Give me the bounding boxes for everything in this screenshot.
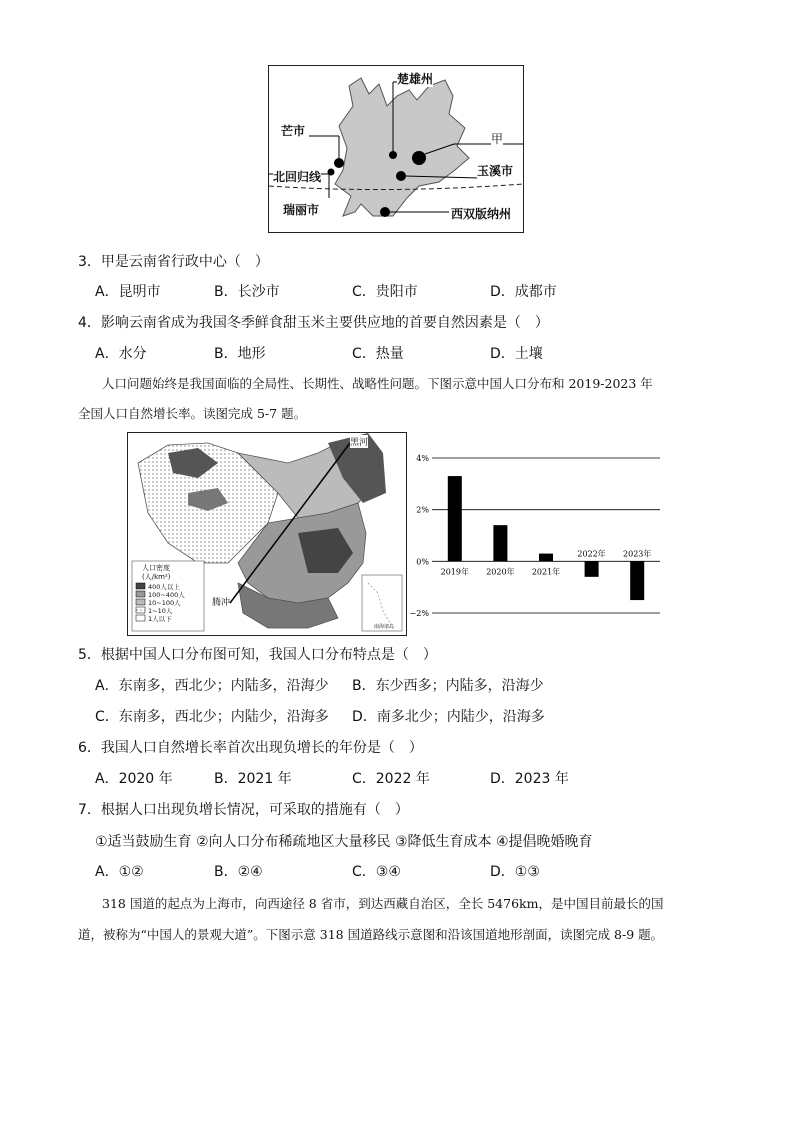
intro-5-7-line1: 人口问题始终是我国面临的全局性、长期性、战略性问题。下图示意中国人口分布和 2019-2023 年 <box>102 376 653 391</box>
yunnan-province-shape <box>335 78 469 216</box>
legend-title: 人口密度 <box>142 564 170 572</box>
chuxiong-dot <box>389 151 397 159</box>
y-tick-label-1: 2% <box>416 505 429 515</box>
question-7-option-a[interactable]: A．①② <box>95 864 144 880</box>
question-5-stem: 5．根据中国人口分布图可知，我国人口分布特点是（ ） <box>78 647 437 663</box>
label-tengchong: 腾冲 <box>212 598 231 608</box>
growth-rate-chart-svg <box>408 448 664 626</box>
question-5-option-d[interactable]: D．南多北少；内陆少，沿海多 <box>352 709 545 725</box>
question-4-option-b[interactable]: B．地形 <box>214 346 266 362</box>
question-3-option-b[interactable]: B．长沙市 <box>214 284 280 300</box>
question-5-option-c[interactable]: C．东南多，西北少；内陆少，沿海多 <box>95 709 329 725</box>
mangshi-dot <box>334 158 344 168</box>
bar-2023年 <box>630 561 644 600</box>
y-tick-label-0: 4% <box>416 454 429 463</box>
question-7-option-d[interactable]: D．①③ <box>490 864 540 880</box>
y-tick-label-2: 0% <box>416 557 429 567</box>
intro-8-9-line2: 道，被称为“中国人的景观大道”。下图示意 318 国道路线示意图和沿该国道地形剖面，读图完成 8-9 题。 <box>78 927 664 942</box>
question-3-option-d[interactable]: D．成都市 <box>490 284 557 300</box>
question-3-option-a[interactable]: A．昆明市 <box>95 284 161 300</box>
y-tick-label-3: −2% <box>409 609 429 618</box>
question-6-option-c[interactable]: C．2022 年 <box>352 771 430 787</box>
question-3-stem: 3．甲是云南省行政中心（ ） <box>78 254 269 270</box>
question-4-stem: 4．影响云南省成为我国冬季鲜食甜玉米主要供应地的首要自然因素是（ ） <box>78 315 549 331</box>
xishuangbanna-dot <box>380 207 390 217</box>
question-7-measures: ①适当鼓励生育 ②向人口分布稀疏地区大量移民 ③降低生育成本 ④提倡晚婚晚育 <box>95 834 593 850</box>
legend-unit: (人/km²) <box>142 573 171 581</box>
question-5-option-b[interactable]: B．东少西多；内陆多，沿海少 <box>352 678 544 694</box>
label-ruili: 瑞丽市 <box>283 203 320 217</box>
question-4-option-c[interactable]: C．热量 <box>352 346 404 362</box>
legend-item-4: 1~10人 <box>148 607 173 615</box>
label-xishuangbanna: 西双版纳州 <box>451 207 512 221</box>
bar-2022年 <box>585 561 599 577</box>
yunnan-map-figure <box>268 65 524 233</box>
category-label-1: 2020年 <box>486 567 515 577</box>
legend-item-5: 1人以下 <box>148 615 172 623</box>
category-label-3: 2022年 <box>577 549 606 559</box>
intro-8-9-line1: 318 国道的起点为上海市，向西途径 8 省市，到达西藏自治区，全长 5476km，是中国目前最长的国 <box>102 896 664 911</box>
legend-item-2: 100~400人 <box>148 591 185 599</box>
question-6-option-d[interactable]: D．2023 年 <box>490 771 569 787</box>
category-label-0: 2019年 <box>440 567 469 577</box>
growth-rate-chart <box>408 448 664 626</box>
question-7-option-c[interactable]: C．③④ <box>352 864 401 880</box>
question-7-option-b[interactable]: B．②④ <box>214 864 263 880</box>
question-4-option-d[interactable]: D．土壤 <box>490 346 543 362</box>
legend-item-3: 10~100人 <box>148 599 181 607</box>
category-label-2: 2021年 <box>531 567 561 577</box>
yuxi-dot <box>396 171 406 181</box>
label-yuxi: 玉溪市 <box>477 164 514 178</box>
china-population-map <box>127 432 407 636</box>
question-3-option-c[interactable]: C．贵阳市 <box>352 284 418 300</box>
bar-2020年 <box>493 525 507 561</box>
jia-dot <box>412 151 426 165</box>
inset-label: 南海诸岛 <box>374 624 395 630</box>
label-heihe: 黑河 <box>350 435 368 448</box>
question-6-stem: 6．我国人口自然增长率首次出现负增长的年份是（ ） <box>78 740 423 756</box>
legend-item-1: 400人以上 <box>148 583 180 591</box>
label-tropic: 北回归线 <box>273 170 322 184</box>
label-jia: 甲 <box>491 132 504 146</box>
label-mangshi: 芒市 <box>281 124 306 138</box>
label-chuxiong: 楚雄州 <box>397 72 434 86</box>
bar-2021年 <box>539 554 553 562</box>
question-6-option-a[interactable]: A．2020 年 <box>95 771 173 787</box>
question-7-stem: 7．根据人口出现负增长情况，可采取的措施有（ ） <box>78 802 409 818</box>
intro-5-7-line2: 全国人口自然增长率。读图完成 5-7 题。 <box>78 406 307 421</box>
question-4-option-a[interactable]: A．水分 <box>95 346 147 362</box>
category-label-4: 2023年 <box>623 549 652 559</box>
question-5-option-a[interactable]: A．东南多，西北少；内陆多，沿海少 <box>95 678 329 694</box>
question-6-option-b[interactable]: B．2021 年 <box>214 771 292 787</box>
bar-2019年 <box>448 476 462 561</box>
